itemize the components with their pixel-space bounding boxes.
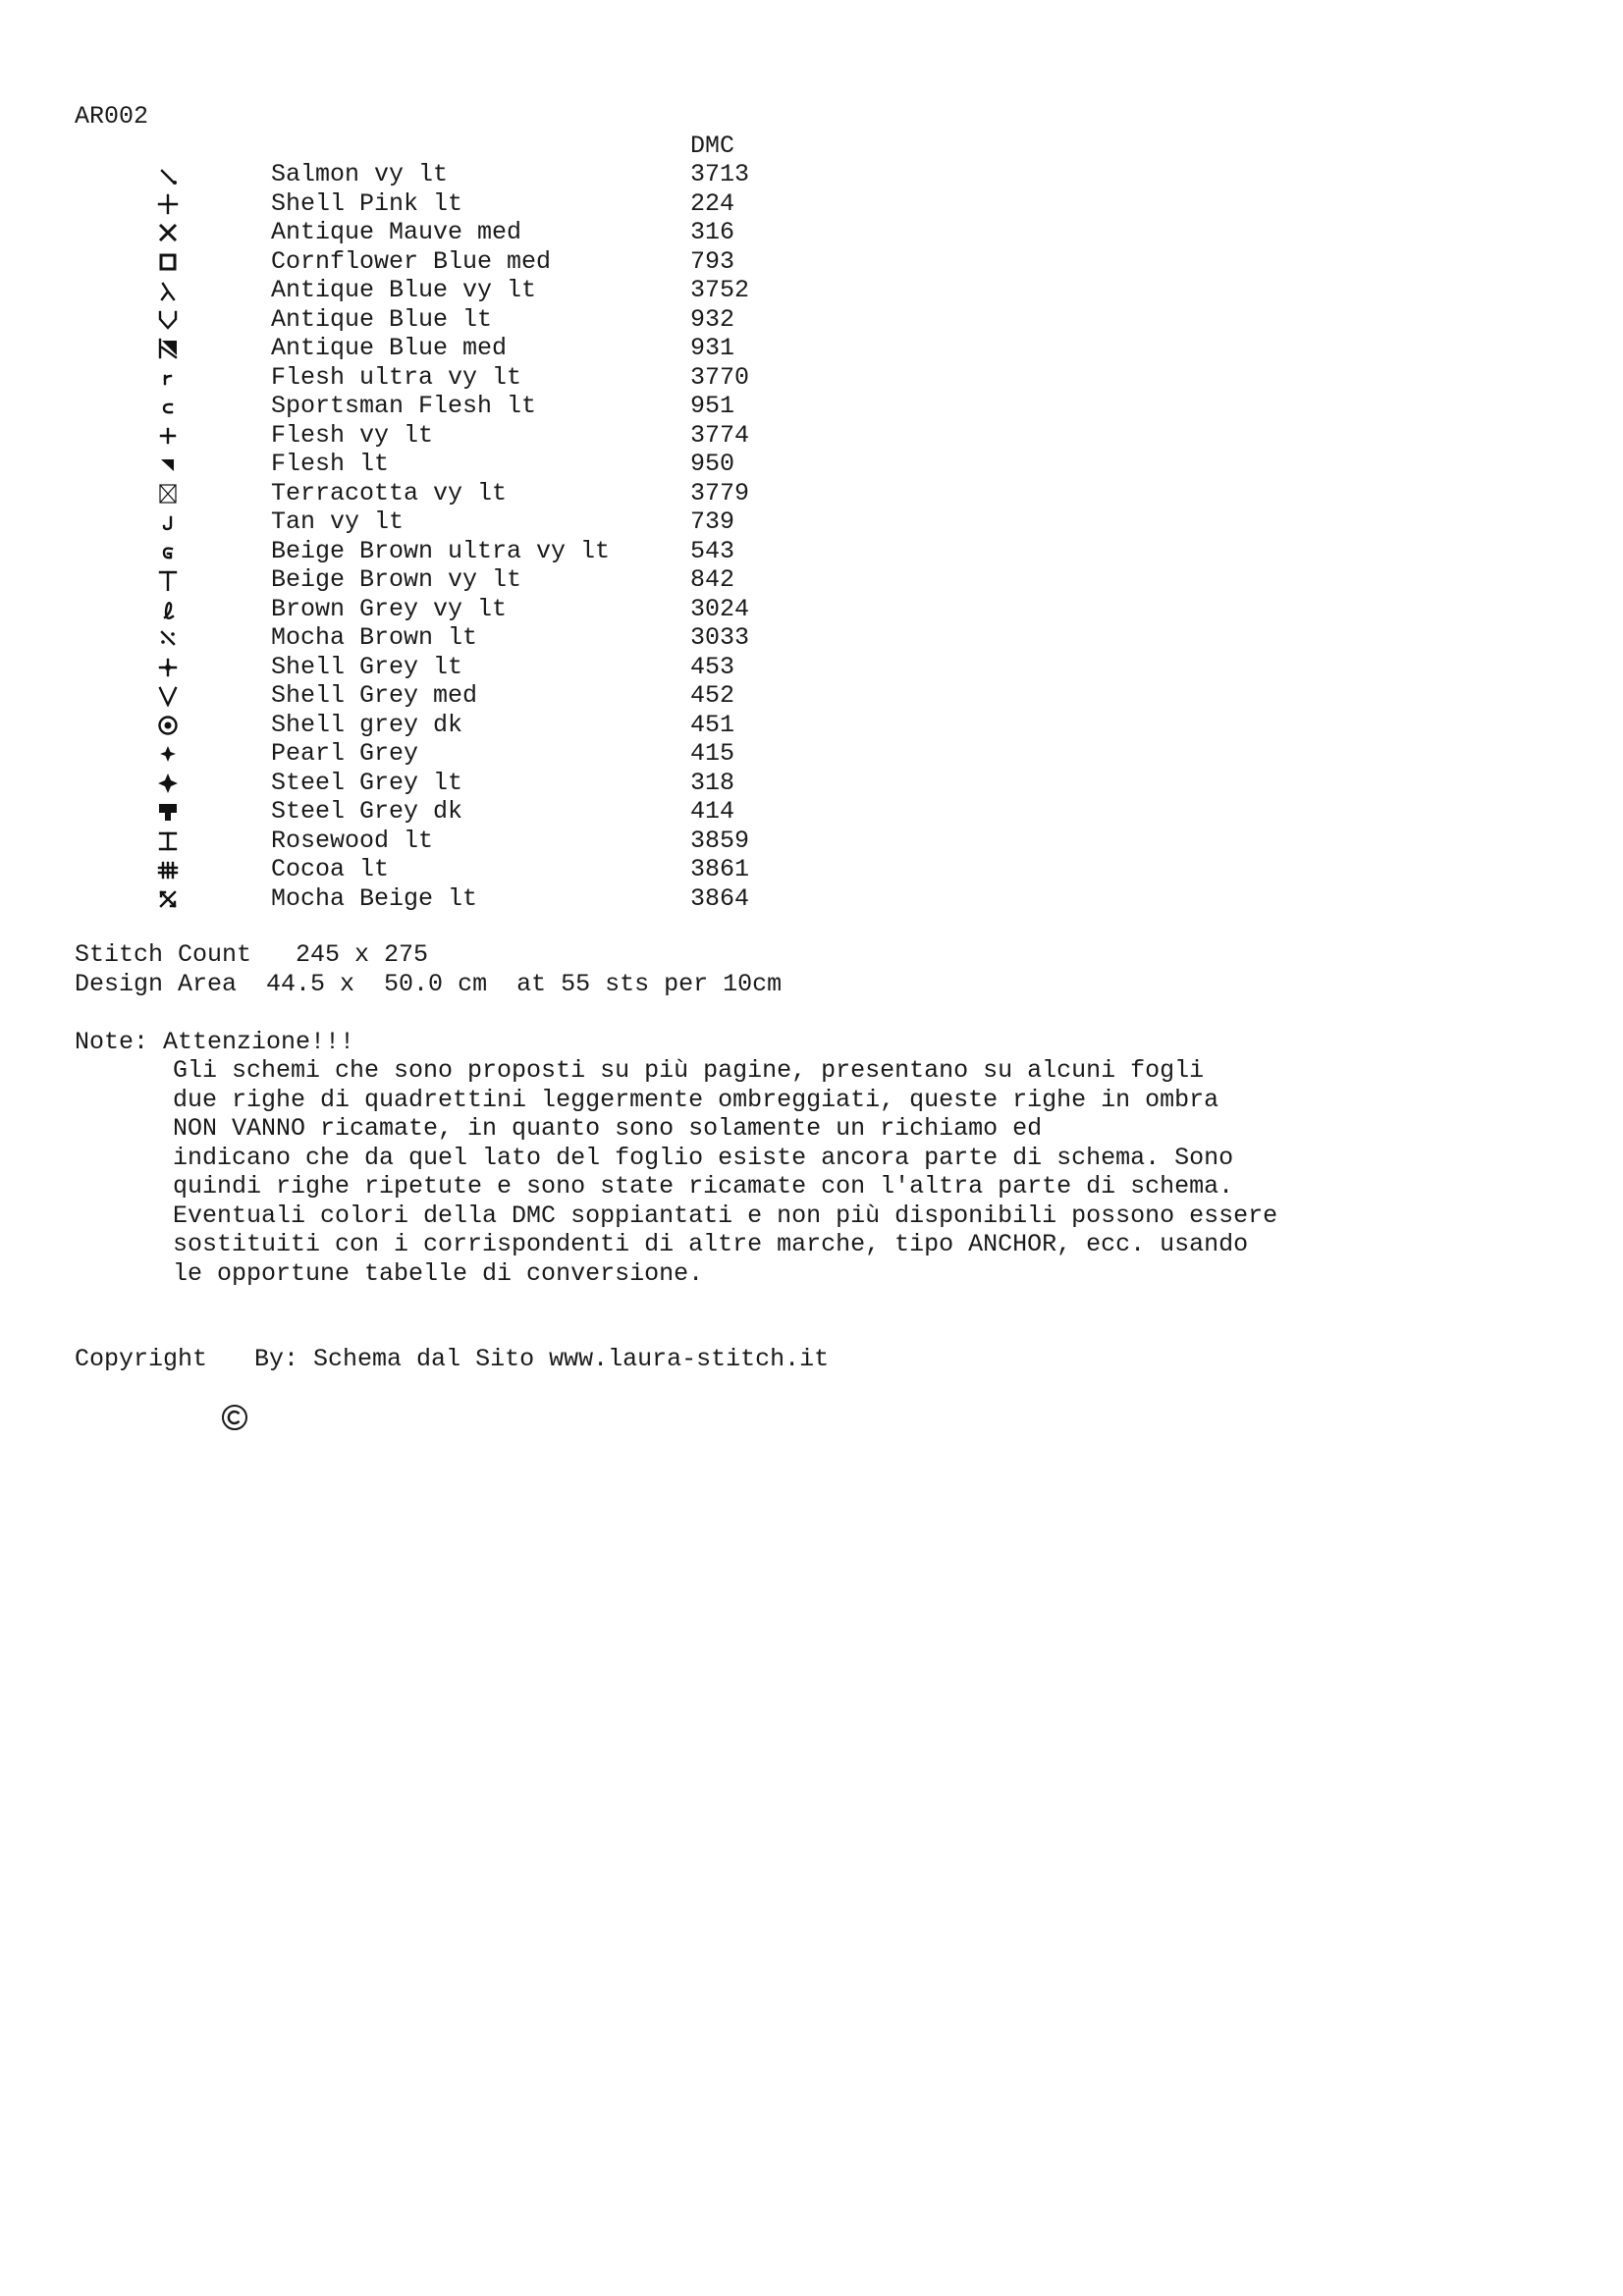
legend-row <box>0 711 884 740</box>
legend-row <box>0 247 884 277</box>
thread-name: Mocha Beige lt <box>271 883 478 913</box>
thread-name: Pearl Grey <box>271 739 419 768</box>
dmc-code: 543 <box>690 536 735 565</box>
legend-row <box>0 160 884 189</box>
dmc-code: 451 <box>690 710 735 739</box>
copyright-label: Copyright <box>75 1345 208 1373</box>
dmc-code: 3859 <box>690 826 750 855</box>
letter-g-icon <box>157 541 179 562</box>
legend-row <box>0 392 884 421</box>
dmc-code: 318 <box>690 768 735 797</box>
dmc-code: 452 <box>690 681 735 710</box>
thread-name: Cornflower Blue med <box>271 246 552 276</box>
dmc-code: 414 <box>690 797 735 826</box>
thread-name: Shell Grey lt <box>271 652 463 681</box>
script-l-icon <box>157 599 179 620</box>
percent-icon <box>157 627 179 649</box>
legend-row <box>0 363 884 393</box>
dmc-code: 3033 <box>690 623 750 652</box>
stitch-count: Stitch Count 245 x 275 <box>75 940 429 969</box>
thread-name: Antique Blue lt <box>271 304 493 334</box>
legend-row <box>0 855 884 884</box>
legend-row <box>0 739 884 769</box>
thread-name: Mocha Brown lt <box>271 623 478 652</box>
dmc-code: 415 <box>690 739 735 768</box>
dmc-code: 3024 <box>690 594 750 623</box>
v-icon <box>157 685 179 707</box>
legend-row <box>0 334 884 363</box>
dmc-code: 316 <box>690 218 735 246</box>
thread-name: Beige Brown vy lt <box>271 565 522 594</box>
legend-row <box>0 623 884 653</box>
dmc-code: 842 <box>690 565 735 594</box>
legend-row <box>0 507 884 537</box>
thread-name: Steel Grey lt <box>271 768 463 797</box>
thread-name: Sportsman Flesh lt <box>271 392 537 420</box>
thread-name: Flesh ultra vy lt <box>271 362 522 392</box>
legend-row <box>0 189 884 219</box>
thread-name: Shell Grey med <box>271 681 478 710</box>
dmc-code: 3770 <box>690 362 750 392</box>
small-plus-icon <box>157 425 179 447</box>
thread-legend <box>0 160 884 913</box>
legend-row <box>0 276 884 305</box>
dmc-code: 3752 <box>690 276 750 304</box>
hash-icon <box>157 859 179 881</box>
thread-name: Beige Brown ultra vy lt <box>271 536 611 565</box>
x-cross-icon <box>157 222 179 243</box>
thread-name: Cocoa lt <box>271 855 390 883</box>
thread-name: Rosewood lt <box>271 826 434 855</box>
filled-tee-icon <box>157 801 179 823</box>
legend-row <box>0 769 884 798</box>
small-r-icon <box>157 367 179 389</box>
dmc-code: 3864 <box>690 883 750 913</box>
dmc-column-header: DMC <box>690 132 735 160</box>
crossed-arrows-icon <box>157 888 179 910</box>
lambda-icon <box>157 280 179 301</box>
note-line: NON VANNO ricamate, in quanto sono solamente un richiamo ed <box>173 1114 1043 1143</box>
legend-row <box>0 653 884 682</box>
dmc-code: 931 <box>690 334 735 362</box>
thread-name: Salmon vy lt <box>271 160 449 188</box>
dmc-code: 932 <box>690 304 735 334</box>
thread-name: Shell grey dk <box>271 710 463 739</box>
legend-row <box>0 884 884 914</box>
dmc-code: 224 <box>690 188 735 218</box>
legend-row <box>0 450 884 479</box>
small-diamond-star-icon <box>157 743 179 765</box>
dmc-code: 793 <box>690 246 735 276</box>
thread-name: Shell Pink lt <box>271 188 463 218</box>
triangle-corner-icon <box>157 454 179 475</box>
dmc-code: 3713 <box>690 160 750 188</box>
thread-name: Terracotta vy lt <box>271 478 508 507</box>
dmc-code: 3861 <box>690 855 750 883</box>
note-line: due righe di quadrettini leggermente ombreggiati, queste righe in ombra <box>173 1085 1219 1114</box>
thread-name: Brown Grey vy lt <box>271 594 508 623</box>
note-line: Eventuali colori della DMC soppiantati e non più disponibili possono essere <box>173 1201 1278 1230</box>
design-area: Design Area 44.5 x 50.0 cm at 55 sts per 10cm <box>75 969 783 998</box>
dmc-code: 950 <box>690 450 735 478</box>
letter-j-icon <box>157 511 179 533</box>
note-line: indicano che da quel lato del foglio esiste ancora parte di schema. Sono <box>173 1143 1234 1172</box>
note-line: Gli schemi che sono proposti su più pagine, presentano su alcuni fogli <box>173 1056 1205 1085</box>
thread-name: Antique Blue med <box>271 334 508 362</box>
thread-name: Steel Grey dk <box>271 797 463 826</box>
dmc-code: 951 <box>690 392 735 420</box>
legend-row <box>0 537 884 566</box>
dmc-code: 3779 <box>690 478 750 507</box>
legend-row <box>0 218 884 247</box>
copyright-icon <box>221 1346 248 1373</box>
legend-row <box>0 421 884 451</box>
dmc-code: 739 <box>690 507 735 536</box>
star-plus-icon <box>157 657 179 678</box>
legend-row <box>0 479 884 508</box>
thread-name: Tan vy lt <box>271 507 405 536</box>
thread-name: Antique Blue vy lt <box>271 276 537 304</box>
i-beam-icon <box>157 830 179 852</box>
square-outline-icon <box>157 251 179 273</box>
target-icon <box>157 715 179 736</box>
note-line: quindi righe ripetute e sono state ricamate con l'altra parte di schema. <box>173 1172 1234 1201</box>
legend-row <box>0 595 884 624</box>
legend-row <box>0 827 884 856</box>
legend-row <box>0 681 884 711</box>
dmc-code: 453 <box>690 652 735 681</box>
plus-icon <box>157 193 179 215</box>
thread-name: Flesh lt <box>271 450 390 478</box>
legend-row <box>0 565 884 595</box>
arrow-k-icon <box>157 338 179 359</box>
note-line: sostituiti con i corrispondenti di altre marche, tipo ANCHOR, ecc. usando <box>173 1230 1249 1258</box>
thread-name: Flesh vy lt <box>271 420 434 450</box>
small-c-icon <box>157 396 179 417</box>
note-text <box>173 1056 1277 1288</box>
tee-icon <box>157 569 179 591</box>
legend-row <box>0 305 884 335</box>
note-heading: Note: Attenzione!!! <box>75 1028 355 1056</box>
hourglass-box-icon <box>157 483 179 505</box>
stats-block <box>75 940 782 998</box>
pattern-code: AR002 <box>75 102 149 131</box>
v-bar-icon <box>157 309 179 331</box>
legend-row <box>0 797 884 827</box>
copyright-source: By: Schema dal Sito www.laura-stitch.it <box>254 1345 830 1373</box>
diamond-star-icon <box>157 773 179 794</box>
slash-dot-icon <box>157 164 179 186</box>
copyright-line <box>75 1345 829 1374</box>
note-line: le opportune tabelle di conversione. <box>173 1258 704 1288</box>
thread-name: Antique Mauve med <box>271 218 522 246</box>
dmc-code: 3774 <box>690 420 750 450</box>
